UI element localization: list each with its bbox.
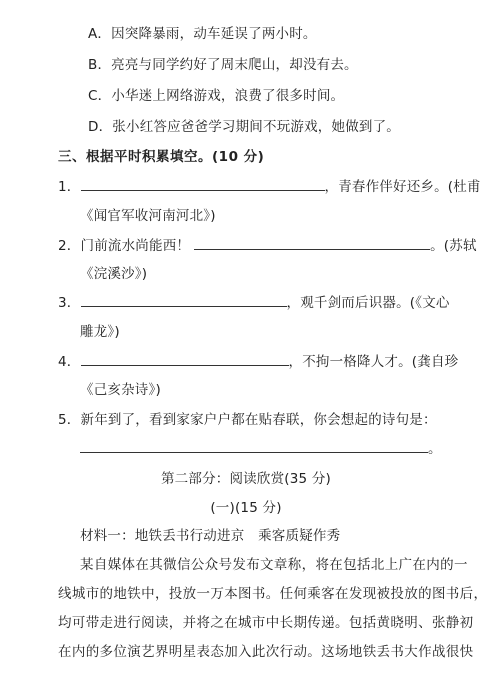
option-d: D．张小红答应爸爸学习期间不玩游戏，她做到了。: [88, 119, 400, 135]
item-text: 新年到了，看到家家户户都在贴春联，你会想起的诗句是：: [80, 412, 437, 428]
part2-subtitle: (一)(15 分): [210, 500, 282, 516]
option-c: C．小华迷上网络游戏，浪费了很多时间。: [88, 88, 345, 104]
part2-title: 第二部分：阅读欣赏(35 分): [160, 471, 331, 487]
paragraph-line: 均可带走进行阅读，并将之在城市中长期传递。包括黄晓明、张静初: [58, 615, 474, 631]
paragraph-line: 在内的多位演艺界明星表态加入此次行动。这场地铁丢书大作战很快: [58, 644, 474, 660]
item-number: 2．: [58, 238, 81, 254]
fill-item-2: [58, 237, 477, 255]
material-heading: 材料一：地铁丢书行动进京 乘客质疑作秀: [80, 528, 341, 544]
item-number: 5．: [58, 412, 81, 428]
item-post-text: 。(苏轼: [430, 238, 477, 254]
fill-item-1: [58, 178, 481, 196]
blank-line: [194, 237, 430, 250]
blank-line: [80, 440, 428, 453]
item-number: 3．: [58, 295, 81, 311]
option-b: B．亮亮与同学约好了周末爬山，却没有去。: [88, 57, 358, 73]
blank-line: [81, 178, 325, 191]
item-1-source: 《闻官军收河南河北》): [80, 208, 216, 224]
blank-line: [81, 353, 289, 366]
item-number: 1．: [58, 179, 81, 195]
item-5-answer-line: [80, 440, 442, 458]
item-4-source: 《己亥杂诗》): [80, 382, 161, 398]
item-number: 4．: [58, 354, 81, 370]
item-post-text: ，青春作伴好还乡。(杜甫: [324, 179, 481, 195]
blank-line: [81, 294, 287, 307]
item-pre-text: 门前流水尚能西！: [80, 238, 191, 254]
item-end-mark: 。: [428, 441, 442, 457]
item-2-source: 《浣溪沙》): [80, 266, 148, 282]
paragraph-line: 线城市的地铁中，投放一万本图书。任何乘客在发现被投放的图书后，: [58, 586, 488, 602]
paragraph-line: 某自媒体在其微信公众号发布文章称，将在包括北上广在内的一: [80, 557, 468, 573]
option-a: A．因突降暴雨，动车延误了两小时。: [88, 26, 317, 42]
section3-title: 三、根据平时积累填空。(10 分): [58, 149, 265, 165]
item-post-text: ，观千剑而后识器。(《文心: [286, 295, 450, 311]
item-3-source: 雕龙》): [80, 324, 120, 340]
fill-item-5: [58, 411, 437, 429]
item-post-text: ，不拘一格降人才。(龚自珍: [288, 354, 459, 370]
fill-item-4: [58, 353, 458, 371]
fill-item-3: [58, 294, 450, 312]
